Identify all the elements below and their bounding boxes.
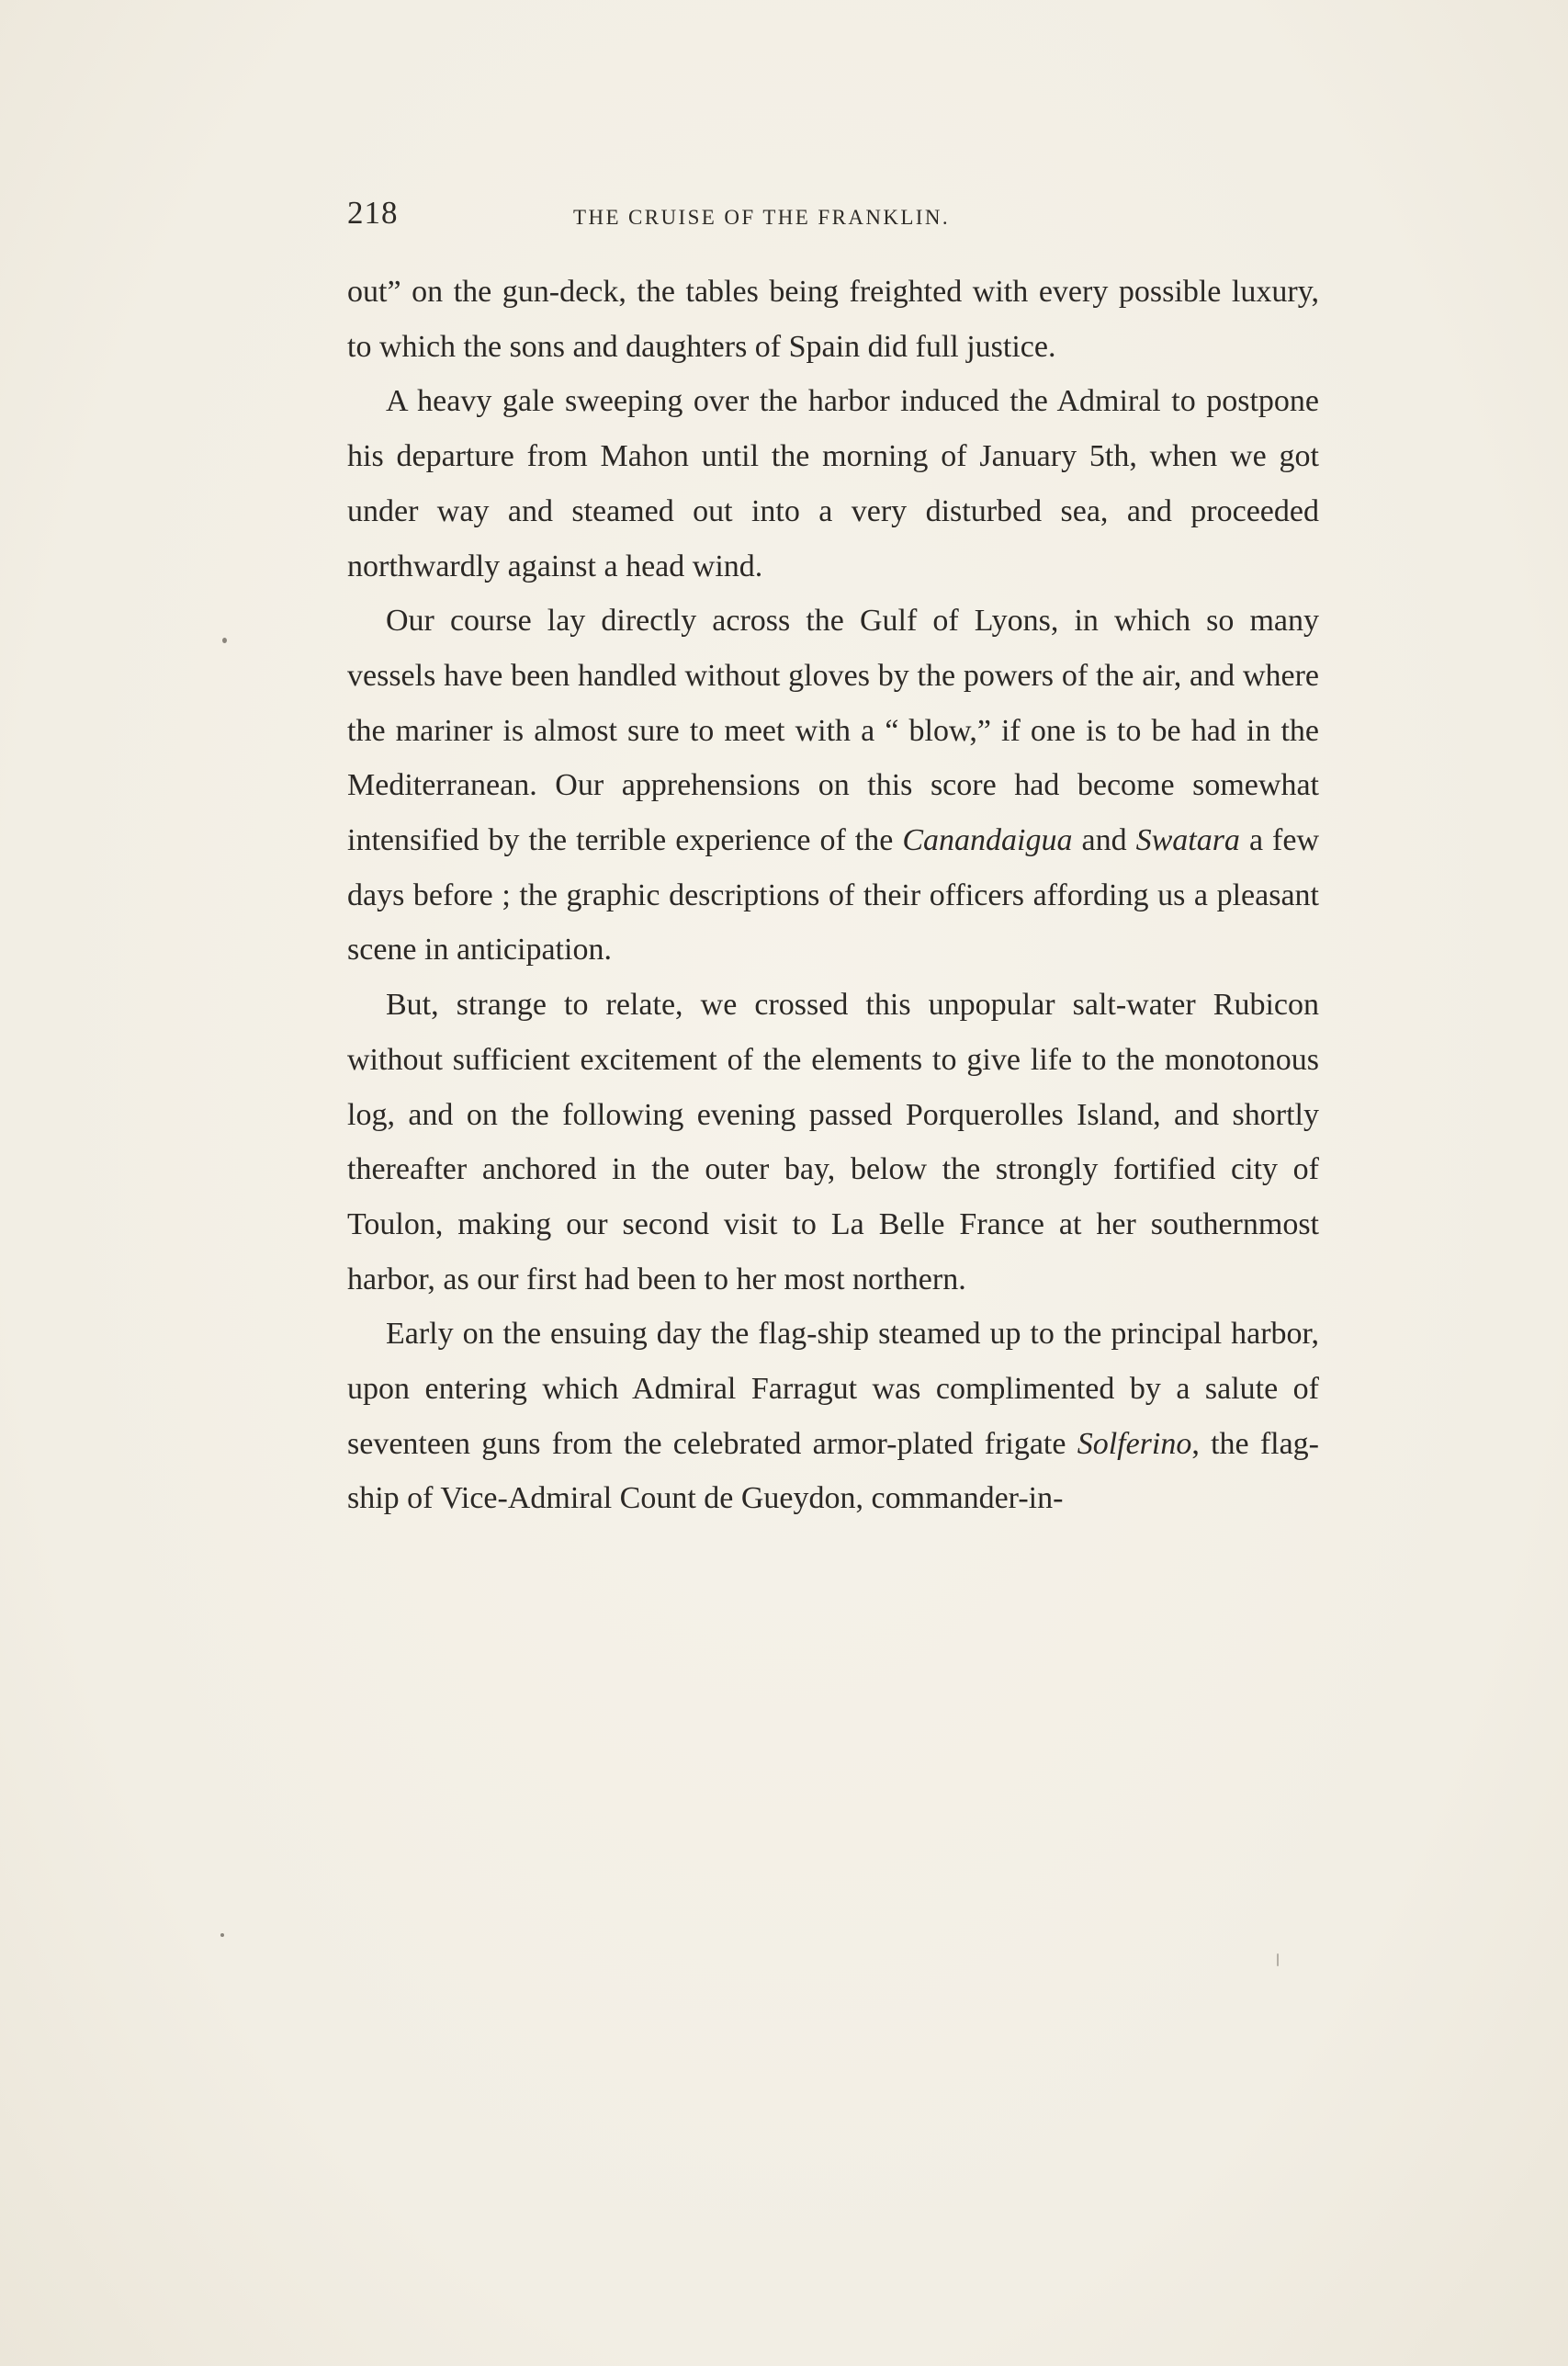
page-speck: [220, 1933, 224, 1937]
paragraph: [347, 265, 1319, 374]
body-text: [347, 265, 1319, 1526]
paragraph-text: But, strange to relate, we crossed this unpopular salt-water Rubicon without sufficient excitement of the elements to give life to the monotonous log, and on the following evening passed Porquerolles Island, and shortly thereafter anchored in the outer bay, below the strongly fortified city of Toulon, making our second visit to La Belle France at her southernmost harbor, as our first had been to her most northern.: [347, 988, 1319, 1296]
paragraph: [347, 978, 1319, 1307]
italic-ship-name: Solferino: [1077, 1426, 1192, 1461]
page-number: 218: [347, 195, 399, 231]
paragraph-text: a few days before ; the graphic descriptions of their officers affording us a pleasant scene in anticipation.: [347, 823, 1320, 968]
paragraph-text: Our course lay directly across the Gulf of Lyons, in which so many vessels have been handled without gloves by the powers of the air, and where the mariner is almost sure to meet with a “ blow,” if one is to be had in the Mediterranean. Our apprehensions on this score had become somewhat intensified by the terrible experience of the: [347, 604, 1319, 858]
paragraph: [347, 594, 1319, 978]
paragraph-text: A heavy gale sweeping over the harbor induced the Admiral to postpone his departure from Mahon until the morning of January 5th, when we got under way and steamed out into a very disturbed sea, and proceeded northwardly against a head wind.: [347, 384, 1319, 583]
paragraph-text: , the flag-ship of Vice-Admiral Count de Gueydon, commander-in-: [347, 1426, 1320, 1516]
paragraph-text: out” on the gun-deck, the tables being freighted with every possible luxury, to which the sons and daughters of Spain did full justice.: [347, 275, 1319, 364]
running-title: THE CRUISE OF THE FRANKLIN.: [573, 206, 951, 229]
paragraph: [347, 1307, 1319, 1526]
italic-ship-name: Swatara: [1135, 823, 1240, 858]
page-speck: [1277, 1953, 1279, 1966]
page-header: [347, 195, 1319, 241]
paragraph: [347, 374, 1319, 594]
italic-ship-name: Canandaigua: [902, 823, 1073, 858]
paragraph-text: Early on the ensuing day the flag-ship steamed up to the principal harbor, upon entering which Admiral Farragut was complimented by a salute of seventeen guns from the celebrated armor-plated frigate: [347, 1317, 1319, 1461]
page-speck: [222, 638, 227, 643]
paragraph-text: and: [1072, 823, 1136, 858]
